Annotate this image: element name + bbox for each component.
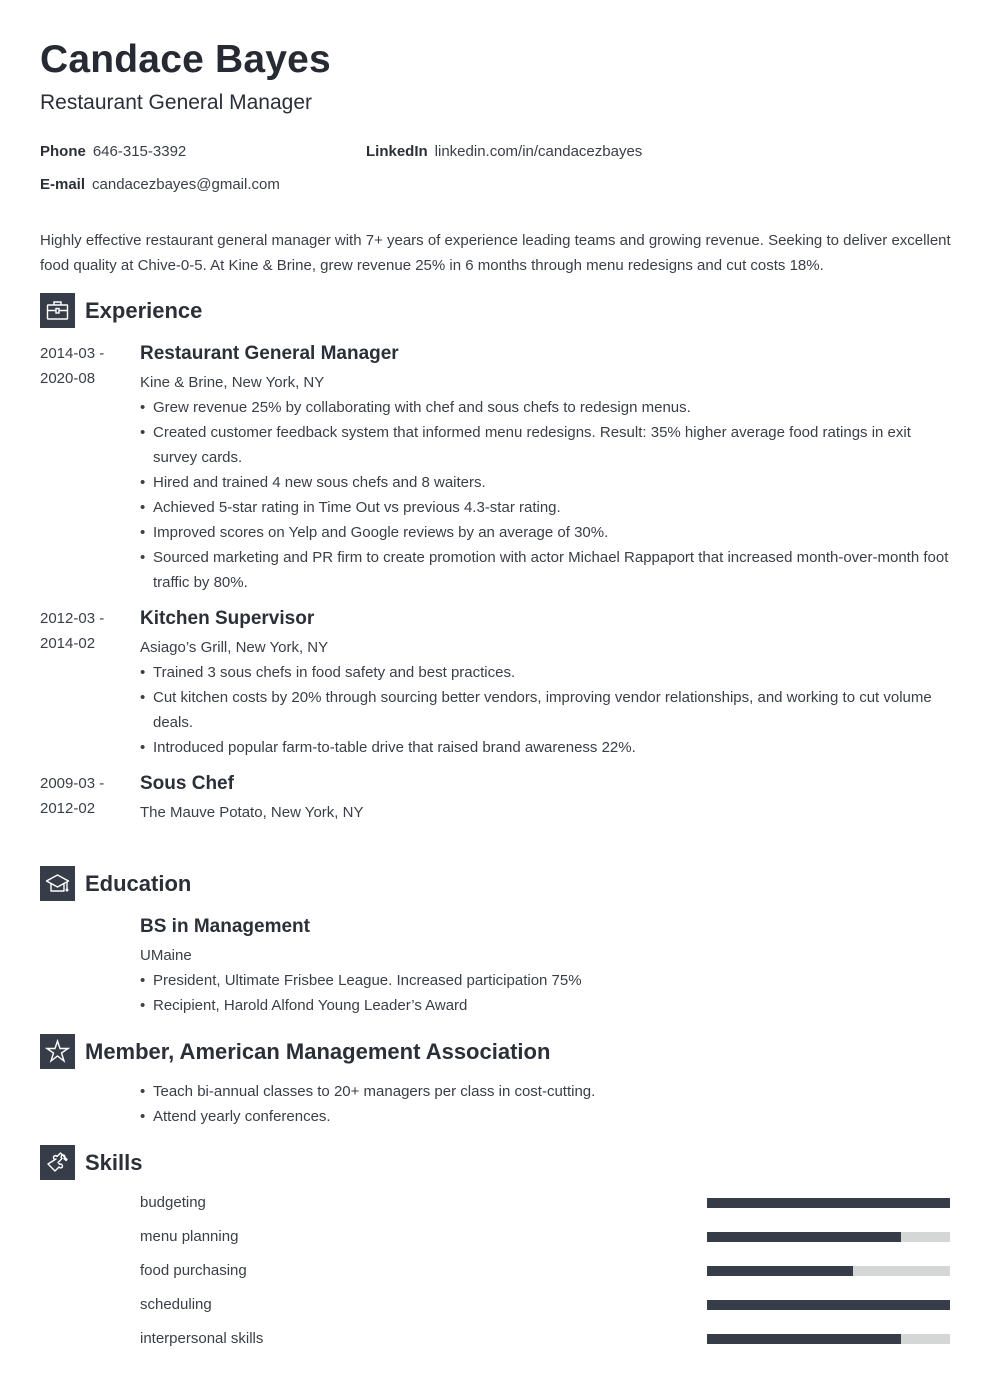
bullet: • Hired and trained 4 new sous chefs and 8 waiters. bbox=[140, 470, 955, 495]
job-date-end: 2014-02 bbox=[40, 635, 96, 652]
bullet: • President, Ultimate Frisbee League. Increased participation 75% bbox=[140, 968, 955, 993]
contact-phone bbox=[40, 143, 186, 160]
skill-name: menu planning bbox=[140, 1228, 239, 1245]
job-date-start: 2014-03 - bbox=[40, 345, 105, 362]
contact-linkedin bbox=[366, 143, 642, 160]
skills-heading: Skills bbox=[85, 1149, 143, 1175]
skill-level-fill bbox=[707, 1334, 901, 1344]
experience-section-header bbox=[40, 293, 202, 328]
school: UMaine bbox=[140, 947, 192, 964]
bullet: • Created customer feedback system that informed menu redesigns. Result: 35% higher average food ratings in exit survey cards. bbox=[140, 420, 955, 470]
job-bullets bbox=[140, 660, 955, 760]
degree: BS in Management bbox=[140, 916, 310, 937]
job-bullets bbox=[140, 395, 955, 595]
skill-level-fill bbox=[707, 1198, 950, 1208]
linkedin-value[interactable]: linkedin.com/in/candacezbayes bbox=[434, 143, 643, 160]
summary: Highly effective restaurant general manager with 7+ years of experience leading teams and growing revenue. Seeking to deliver excellent food quality at Chive-0-5. At Kine & Brine, grew revenue 25% in 6 months through menu redesigns and cut costs 18%. bbox=[40, 232, 951, 274]
bullet: • Attend yearly conferences. bbox=[140, 1104, 955, 1129]
job-title: Restaurant General Manager bbox=[140, 343, 399, 364]
skill-level-fill bbox=[707, 1266, 853, 1276]
star-icon bbox=[40, 1034, 75, 1069]
bullet: • Trained 3 sous chefs in food safety and best practices. bbox=[140, 660, 955, 685]
job-date-start: 2012-03 - bbox=[40, 610, 105, 627]
bullet: • Achieved 5-star rating in Time Out vs previous 4.3-star rating. bbox=[140, 495, 955, 520]
job-date-end: 2012-02 bbox=[40, 800, 96, 817]
skill-level-fill bbox=[707, 1232, 901, 1242]
education-heading: Education bbox=[85, 870, 192, 896]
candidate-name: Candace Bayes bbox=[40, 38, 331, 81]
bullet: • Recipient, Harold Alfond Young Leader’s Award bbox=[140, 993, 955, 1018]
job-title: Kitchen Supervisor bbox=[140, 608, 315, 629]
job-date-end: 2020-08 bbox=[40, 370, 96, 387]
skill-level-fill bbox=[707, 1300, 950, 1310]
job-org: Kine & Brine, New York, NY bbox=[140, 374, 325, 391]
skill-name: interpersonal skills bbox=[140, 1330, 264, 1347]
briefcase-icon bbox=[40, 293, 75, 328]
skill-level-bar bbox=[707, 1232, 950, 1242]
linkedin-label: LinkedIn bbox=[366, 143, 428, 160]
bullet: • Introduced popular farm-to-table drive that raised brand awareness 22%. bbox=[140, 735, 955, 760]
experience-heading: Experience bbox=[85, 297, 203, 323]
graduation-cap-icon bbox=[40, 866, 75, 901]
puzzle-piece-icon bbox=[40, 1145, 75, 1180]
phone-label: Phone bbox=[40, 143, 86, 160]
contact-email bbox=[40, 176, 280, 193]
job-date-start: 2009-03 - bbox=[40, 775, 105, 792]
skill-name: scheduling bbox=[140, 1296, 212, 1313]
bullet: • Sourced marketing and PR firm to create promotion with actor Michael Rappaport that increased month-over-month foot traffic by 80%. bbox=[140, 545, 955, 595]
bullet: • Improved scores on Yelp and Google reviews by an average of 30%. bbox=[140, 520, 955, 545]
skill-level-bar bbox=[707, 1198, 950, 1208]
skill-level-bar bbox=[707, 1334, 950, 1344]
membership-bullets bbox=[140, 1079, 955, 1129]
skill-name: food purchasing bbox=[140, 1262, 247, 1279]
education-bullets bbox=[140, 968, 955, 1018]
email-value[interactable]: candacezbayes@gmail.com bbox=[92, 176, 280, 193]
job-org: Asiago’s Grill, New York, NY bbox=[140, 639, 329, 656]
membership-heading: Member, American Management Association bbox=[85, 1038, 551, 1064]
job-org: The Mauve Potato, New York, NY bbox=[140, 804, 364, 821]
skill-name: budgeting bbox=[140, 1194, 206, 1211]
skills-section-header bbox=[40, 1145, 142, 1180]
bullet: • Cut kitchen costs by 20% through sourcing better vendors, improving vendor relationships, and working to cut volume deals. bbox=[140, 685, 955, 735]
skill-level-bar bbox=[707, 1300, 950, 1310]
email-label: E-mail bbox=[40, 176, 86, 193]
candidate-title: Restaurant General Manager bbox=[40, 91, 312, 114]
skill-level-bar bbox=[707, 1266, 950, 1276]
education-section-header bbox=[40, 866, 191, 901]
membership-section-header bbox=[40, 1034, 550, 1069]
bullet: • Grew revenue 25% by collaborating with chef and sous chefs to redesign menus. bbox=[140, 395, 955, 420]
phone-value: 646-315-3392 bbox=[92, 143, 187, 160]
job-title: Sous Chef bbox=[140, 773, 234, 794]
bullet: • Teach bi-annual classes to 20+ managers per class in cost-cutting. bbox=[140, 1079, 955, 1104]
